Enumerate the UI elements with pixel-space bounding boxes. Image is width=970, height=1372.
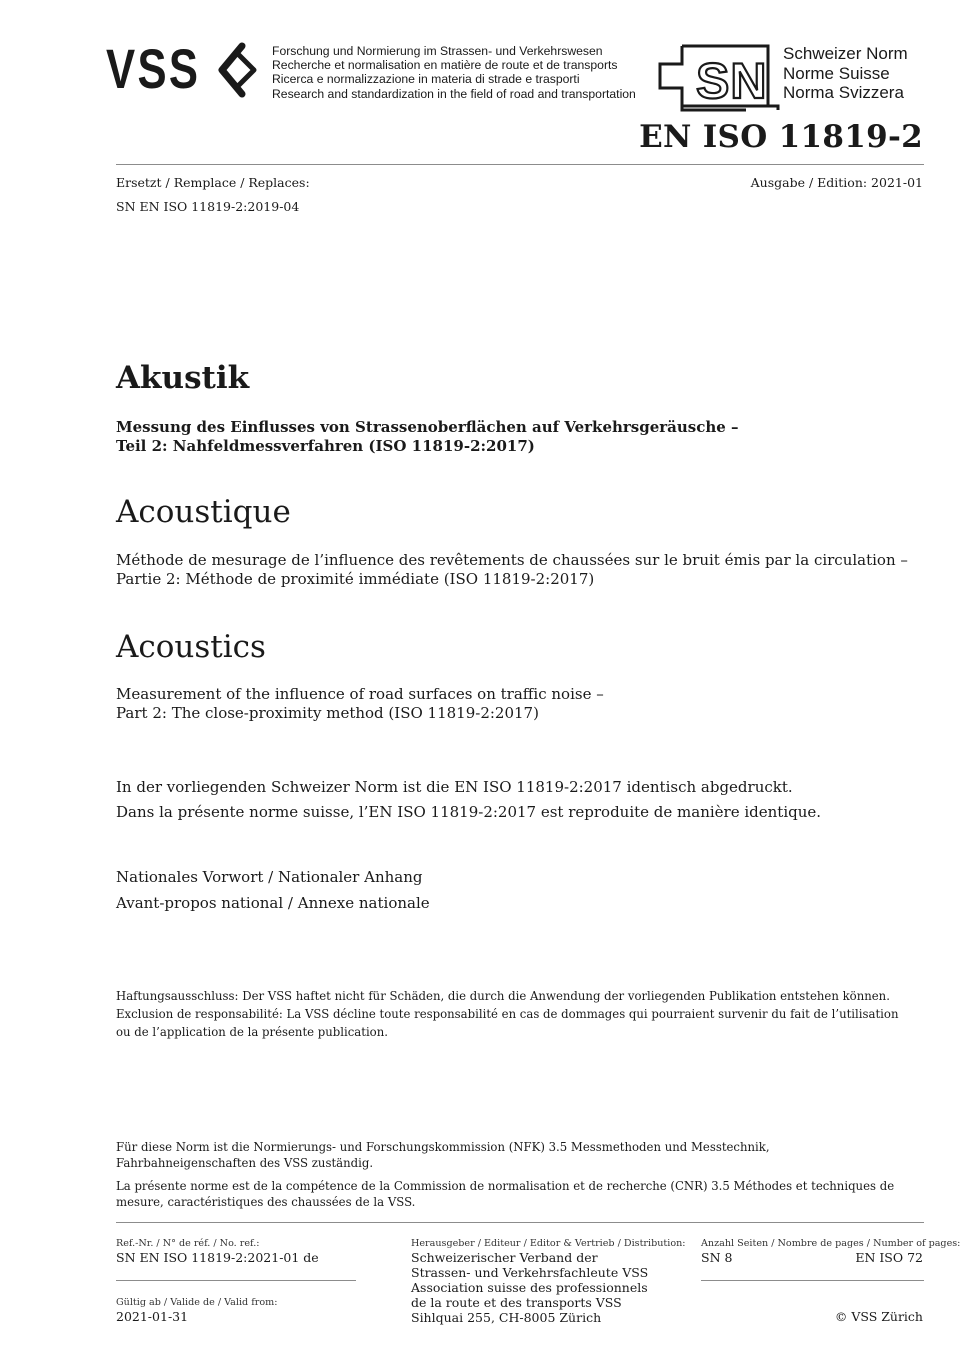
tagline-fr: Recherche et normalisation en matière de route et de transports (272, 58, 618, 73)
responsibility-de: Für diese Norm ist die Normierungs- und Forschungskommission (NFK) 3.5 Messmethoden und Messtechnik, Fahrbahneigenschaften des VSS zuständig. (116, 1140, 770, 1170)
pages-divider (701, 1280, 924, 1281)
replaces-value: SN EN ISO 11819-2:2019-04 (116, 199, 300, 214)
sn-text-it: Norma Svizzera (783, 83, 904, 102)
valid-value: 2021-01-31 (116, 1309, 189, 1324)
disclaimer-line-1: Haftungsausschluss: Der VSS haftet nicht für Schäden, die durch die Anwendung der vorliegenden Publikation entstehen können. (116, 989, 890, 1003)
ref-value: SN EN ISO 11819-2:2021-01 de (116, 1250, 319, 1265)
disclaimer (116, 987, 899, 1041)
subtitle-en (116, 685, 604, 722)
subtitle-fr-line-1: Méthode de mesurage de l’influence des revêtements de chaussées sur le bruit émis par la circulation – (116, 551, 908, 569)
publisher-label: Herausgeber / Editeur / Editor & Vertrieb / Distribution: (411, 1238, 686, 1249)
norm-number: EN ISO 11819-2 (639, 119, 923, 155)
valid-label: Gültig ab / Valide de / Valid from: (116, 1297, 278, 1308)
tagline-it: Ricerca e normalizzazione in materia di strade e trasporti (272, 72, 580, 87)
edition: Ausgabe / Edition: 2021-01 (750, 175, 923, 190)
publisher-line-2: Strassen- und Verkehrsfachleute VSS (411, 1265, 649, 1280)
subtitle-en-line-1: Measurement of the influence of road surfaces on traffic noise – (116, 685, 604, 703)
subtitle-de-line-1: Messung des Einflusses von Strassenoberflächen auf Verkehrsgeräusche – (116, 418, 739, 436)
sn-designation (783, 44, 908, 103)
tagline-de: Forschung und Normierung im Strassen- und Verkehrswesen (272, 44, 603, 58)
pages-sn: SN 8 (701, 1250, 733, 1265)
copyright: © VSS Zürich (834, 1309, 923, 1324)
tagline-en: Research and standardization in the field of road and transportation (272, 86, 636, 101)
title-fr: Acoustique (116, 494, 291, 530)
sn-text-de: Schweizer Norm (783, 44, 908, 63)
subtitle-fr (116, 551, 908, 588)
disclaimer-line-2: Exclusion de responsabilité: La VSS décline toute responsabilité en cas de dommages qui pourraient survenir du fait de l’utilisation (116, 1007, 899, 1021)
vss-logo-letters: VSS (106, 40, 201, 100)
sn-logo-letters: SN (696, 53, 768, 109)
responsibility-fr: La présente norme est de la compétence de la Commission de normalisation et de recherche (CNR) 3.5 Méthodes et techniques de mesure, caractéristiques des chaussées de la VSS. (116, 1179, 895, 1209)
title-de: Akustik (116, 360, 250, 396)
publisher-line-4: de la route et des transports VSS (411, 1295, 622, 1310)
vss-logo (106, 40, 266, 100)
ref-label: Ref.-Nr. / N° de réf. / No. ref.: (116, 1238, 260, 1249)
title-en: Acoustics (116, 629, 266, 665)
sn-text-fr: Norme Suisse (783, 63, 890, 83)
national-annex-fr: Avant-propos national / Annexe nationale (116, 894, 430, 912)
identical-statement-de: In der vorliegenden Schweizer Norm ist die EN ISO 11819-2:2017 identisch abgedruckt. (116, 778, 793, 796)
subtitle-en-line-2: Part 2: The close-proximity method (ISO 11819-2:2017) (116, 703, 539, 722)
pages-en: EN ISO 72 (855, 1250, 923, 1265)
replaces-label: Ersetzt / Remplace / Replaces: (116, 175, 310, 190)
publisher-line-3: Association suisse des professionnels (411, 1280, 648, 1295)
national-annex-de: Nationales Vorwort / Nationaler Anhang (116, 868, 423, 886)
publisher-address (411, 1250, 648, 1325)
vss-logo-mark (106, 40, 266, 100)
publisher-line-5: Sihlquai 255, CH-8005 Zürich (411, 1310, 602, 1325)
disclaimer-line-3: ou de l’application de la présente publication. (116, 1025, 388, 1039)
vss-tagline (272, 44, 636, 101)
sn-logo (656, 44, 780, 114)
publisher-line-1: Schweizerischer Verband der (411, 1250, 598, 1265)
subtitle-de (116, 418, 739, 455)
ref-divider (116, 1280, 356, 1281)
swiss-cross-sn-icon (656, 44, 780, 114)
header-divider (116, 164, 924, 165)
footer-divider (116, 1222, 924, 1223)
subtitle-fr-line-2: Partie 2: Méthode de proximité immédiate (ISO 11819-2:2017) (116, 569, 595, 588)
subtitle-de-line-2: Teil 2: Nahfeldmessverfahren (ISO 11819-2:2017) (116, 436, 535, 455)
identical-statement-fr: Dans la présente norme suisse, l’EN ISO 11819-2:2017 est reproduite de manière identique. (116, 803, 822, 821)
pages-label: Anzahl Seiten / Nombre de pages / Number of pages: (701, 1238, 961, 1249)
